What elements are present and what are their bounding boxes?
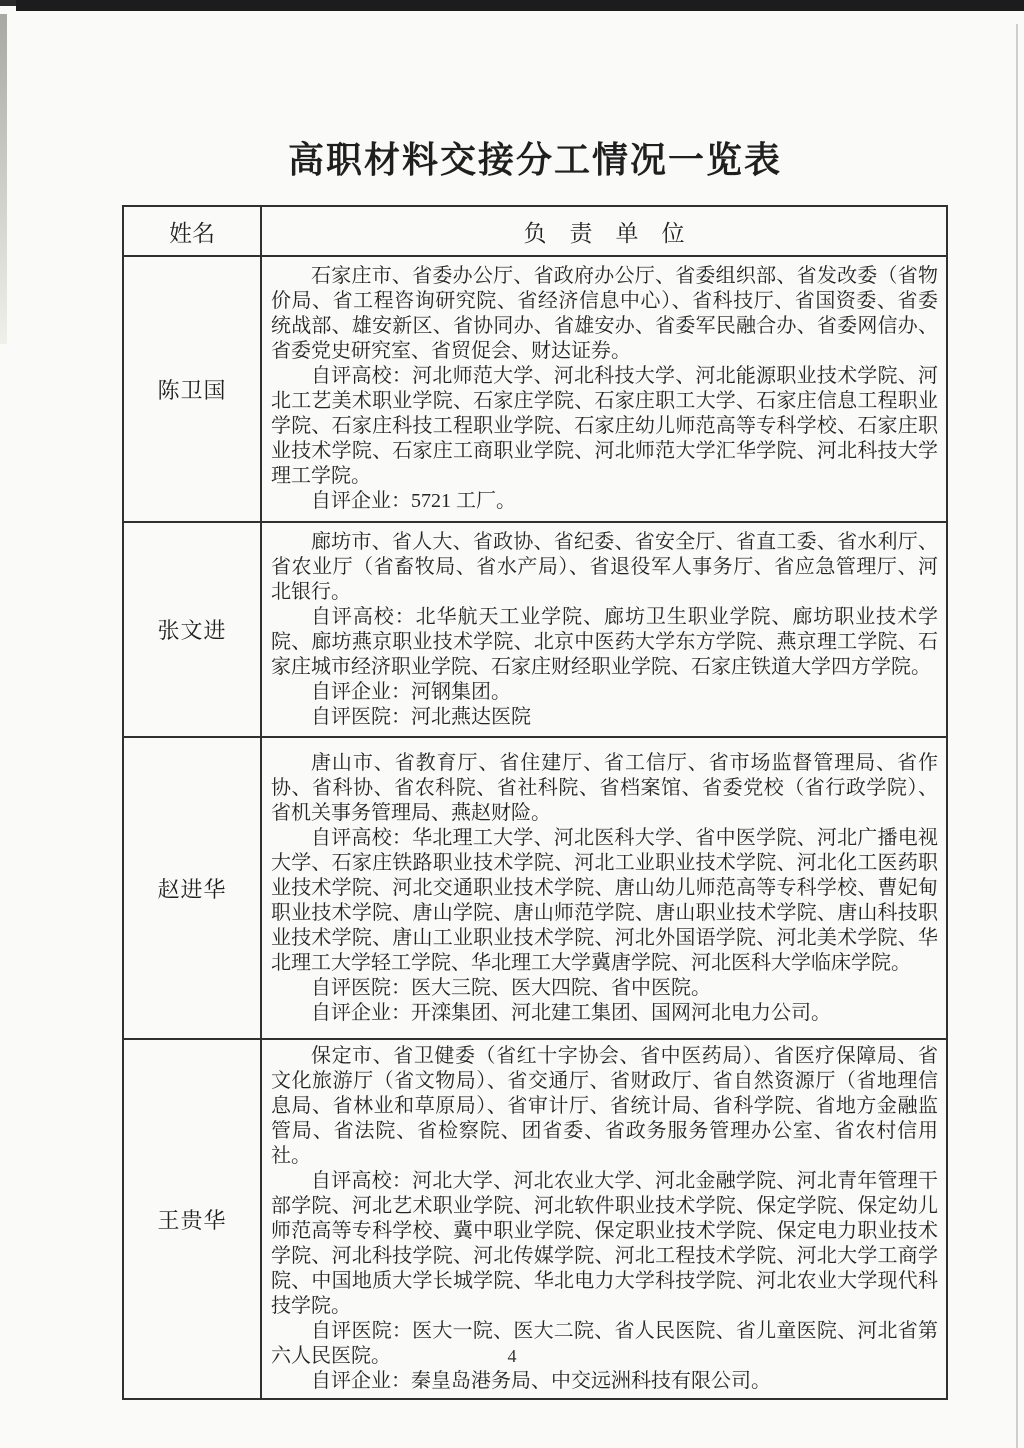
table-row	[123, 1039, 947, 1399]
units-paragraph: 自评医院：河北燕达医院	[311, 705, 531, 728]
page-title: 高职材料交接分工情况一览表	[287, 140, 782, 180]
scan-edge-left	[0, 14, 7, 344]
units-paragraph: 自评企业：5721 工厂。	[311, 490, 516, 512]
units-paragraph: 自评高校：北华航天工业学院、廊坊卫生职业学院、廊坊职业技术学院、廊坊燕京职业技术学院、北京中医药大学东方学院、燕京理工学院、石家庄城市经济职业学院、石家庄财经职业学院、石家庄铁道大学四方学院。	[271, 605, 938, 678]
person-name: 赵进华	[123, 737, 261, 1039]
document-content	[122, 132, 948, 1400]
units-paragraph: 石家庄市、省委办公厅、省政府办公厅、省委组织部、省发改委（省物价局、省工程咨询研究院、省经济信息中心）、省科技厅、省国资委、省委统战部、雄安新区、省协同办、省雄安办、省委军民融合办、省委网信办、省委党史研究室、省贸促会、财达证券。	[271, 265, 938, 362]
page-number: 4	[507, 1346, 517, 1366]
table-row	[123, 256, 947, 522]
responsible-units-cell	[261, 522, 947, 737]
units-paragraph: 自评企业：开滦集团、河北建工集团、国网河北电力公司。	[311, 1001, 831, 1024]
responsible-units-cell	[261, 1039, 947, 1399]
scan-edge-top	[16, 0, 1024, 11]
units-paragraph: 保定市、省卫健委（省红十字协会、省中医药局）、省医疗保障局、省文化旅游厅（省文物局）、省交通厅、省财政厅、省自然资源厅（省地理信息局、省林业和草原局）、省审计厅、省统计局、省科学院、省地方金融监管局、省法院、省检察院、团省委、省政务服务管理办公室、省农村信用社。	[271, 1045, 938, 1167]
units-paragraph: 廊坊市、省人大、省政协、省纪委、省安全厅、省直工委、省水利厅、省农业厅（省畜牧局、省水产局）、省退役军人事务厅、省应急管理厅、河北银行。	[271, 530, 938, 603]
units-paragraph: 自评高校：华北理工大学、河北医科大学、省中医学院、河北广播电视大学、石家庄铁路职业技术学院、河北工业职业技术学院、河北化工医药职业技术学院、河北交通职业技术学院、唐山幼儿师范高等专科学校、曹妃甸职业技术学院、唐山学院、唐山师范学院、唐山职业技术学院、唐山科技职业技术学院、唐山工业职业技术学院、河北外国语学院、河北美术学院、华北理工大学轻工学院、华北理工大学冀唐学院、河北医科大学临床学院。	[271, 826, 938, 974]
header-name: 姓名	[123, 206, 261, 256]
scan-edge-right	[1016, 24, 1018, 1448]
table-row	[123, 522, 947, 737]
units-paragraph: 自评企业：秦皇岛港务局、中交远洲科技有限公司。	[311, 1370, 771, 1392]
person-name: 陈卫国	[123, 256, 261, 522]
units-paragraph: 自评高校：河北大学、河北农业大学、河北金融学院、河北青年管理干部学院、河北艺术职业学院、河北软件职业技术学院、保定学院、保定幼儿师范高等专科学校、冀中职业学院、保定职业技术学院、保定电力职业技术学院、河北科技学院、河北传媒学院、河北工程技术学院、河北大学工商学院、中国地质大学长城学院、华北电力大学科技学院、河北农业大学现代科技学院。	[271, 1170, 938, 1317]
assignment-table	[122, 205, 948, 1400]
responsible-units-cell	[261, 256, 947, 522]
table-row	[123, 737, 947, 1039]
person-name: 张文进	[123, 522, 261, 737]
scan-edge-top-corner	[0, 0, 16, 6]
units-paragraph: 自评医院：医大一院、医大二院、省人民医院、省儿童医院、河北省第六人民医院。	[271, 1320, 938, 1367]
units-paragraph: 自评企业：河钢集团。	[311, 680, 511, 703]
header-responsible-units: 负 责 单 位	[261, 206, 947, 256]
table-header-row	[123, 206, 947, 256]
units-paragraph: 唐山市、省教育厅、省住建厅、省工信厅、省市场监督管理局、省作协、省科协、省农科院、省社科院、省档案馆、省委党校（省行政学院）、省机关事务管理局、燕赵财险。	[271, 751, 938, 824]
units-paragraph: 自评医院：医大三院、医大四院、省中医院。	[311, 976, 711, 999]
units-paragraph: 自评高校：河北师范大学、河北科技大学、河北能源职业技术学院、河北工艺美术职业学院、石家庄学院、石家庄职工大学、石家庄信息工程职业学院、石家庄科技工程职业学院、石家庄幼儿师范高等专科学校、石家庄职业技术学院、石家庄工商职业学院、河北师范大学汇华学院、河北科技大学理工学院。	[271, 365, 938, 487]
responsible-units-cell	[261, 737, 947, 1039]
person-name: 王贵华	[123, 1039, 261, 1399]
